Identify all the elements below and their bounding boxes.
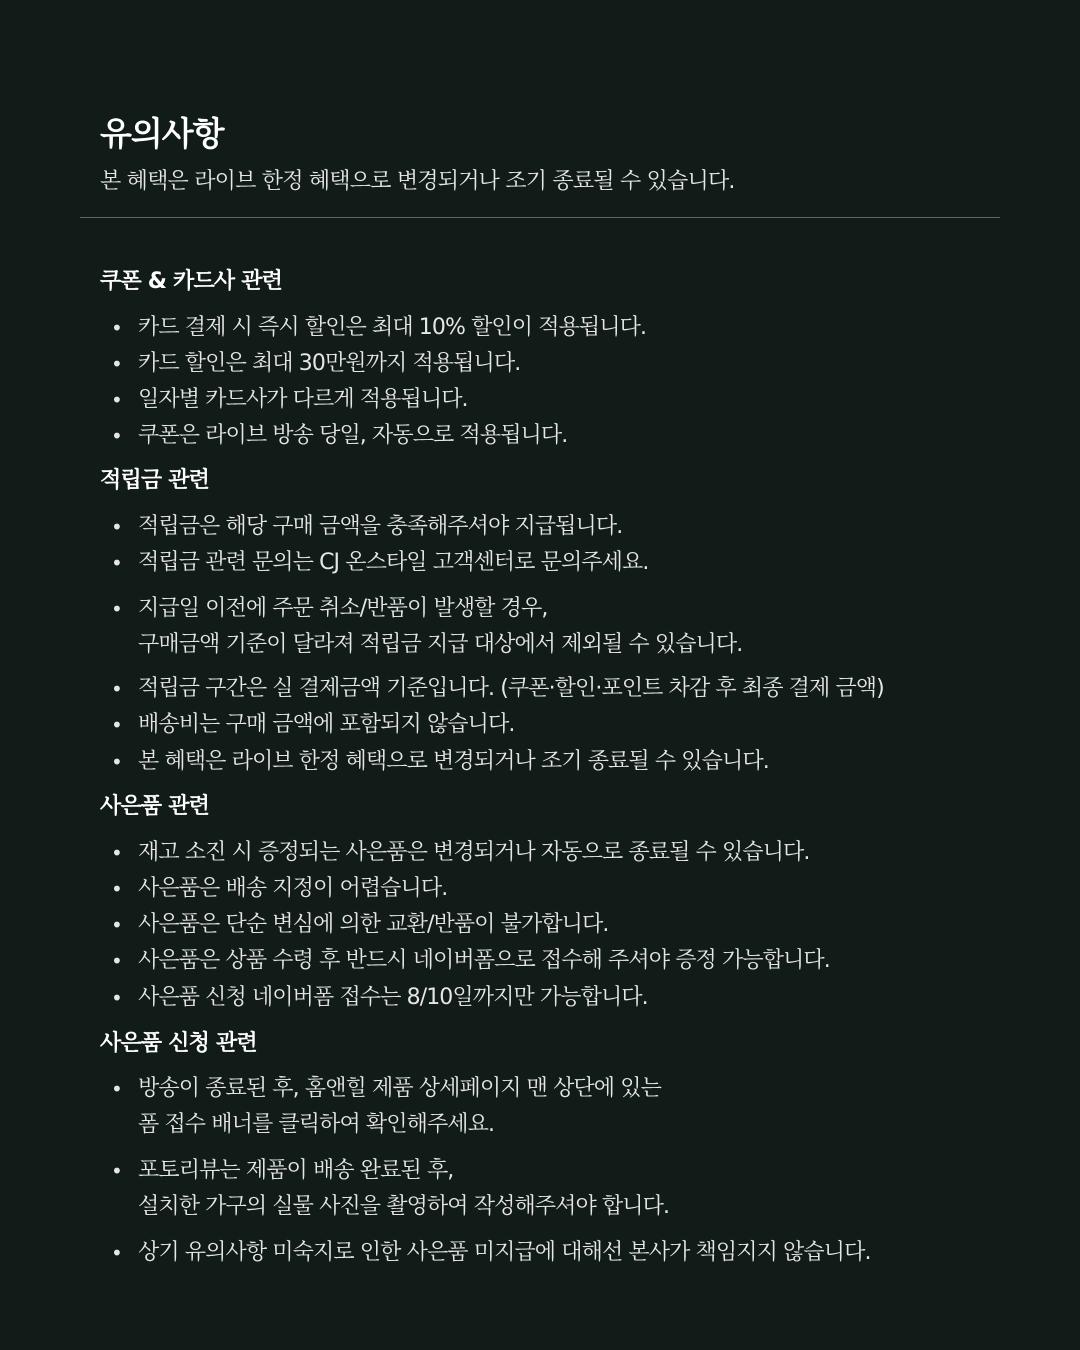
bullet-icon: •: [111, 713, 123, 737]
bullet-icon: •: [111, 913, 123, 937]
bullet-icon: •: [111, 877, 123, 901]
list-item: [138, 418, 998, 454]
list-item: [138, 707, 998, 743]
list-item-text: 사은품은 단순 변심에 의한 교환/반품이 불가합니다.: [138, 912, 609, 937]
section-heading-coupon-card: 쿠폰 & 카드사 관련: [100, 269, 283, 294]
bullet-icon: •: [111, 841, 123, 865]
list-item: [138, 744, 998, 780]
list-item: [138, 346, 998, 382]
bullet-icon: •: [111, 949, 123, 973]
list-item: [138, 871, 998, 907]
list-item-text: 카드 할인은 최대 30만원까지 적용됩니다.: [138, 351, 521, 376]
list-item-text: 지급일 이전에 주문 취소/반품이 발생할 경우,: [138, 596, 548, 621]
bullet-icon: •: [111, 1159, 123, 1183]
bullet-icon: •: [111, 515, 123, 539]
bullet-icon: •: [111, 551, 123, 575]
list-item-text: 설치한 가구의 실물 사진을 촬영하여 작성해주셔야 합니다.: [138, 1194, 670, 1219]
list-item: [138, 591, 998, 663]
list-item-text: 쿠폰은 라이브 방송 당일, 자동으로 적용됩니다.: [138, 423, 568, 448]
bullet-icon: •: [111, 316, 123, 340]
list-item-text: 본 혜택은 라이브 한정 혜택으로 변경되거나 조기 종료될 수 있습니다.: [138, 749, 769, 774]
list-item-text: 사은품은 상품 수령 후 반드시 네이버폼으로 접수해 주셔야 증정 가능합니다.: [138, 948, 830, 973]
list-item-text: 구매금액 기준이 달라져 적립금 지급 대상에서 제외될 수 있습니다.: [138, 632, 743, 657]
list-item-text: 배송비는 구매 금액에 포함되지 않습니다.: [138, 712, 515, 737]
bullet-icon: •: [111, 750, 123, 774]
section-heading-gift: 사은품 관련: [100, 794, 210, 819]
page-subtitle: 본 혜택은 라이브 한정 혜택으로 변경되거나 조기 종료될 수 있습니다.: [100, 169, 735, 194]
list-item-text: 사은품은 배송 지정이 어렵습니다.: [138, 876, 448, 901]
bullet-icon: •: [111, 424, 123, 448]
bullet-icon: •: [111, 677, 123, 701]
bullet-icon: •: [111, 352, 123, 376]
bullet-icon: •: [111, 597, 123, 621]
list-item: [138, 1235, 998, 1271]
list-item-text: 폼 접수 배너를 클릭하여 확인해주세요.: [138, 1112, 495, 1137]
page-title: 유의사항: [100, 114, 224, 153]
list-item-text: 일자별 카드사가 다르게 적용됩니다.: [138, 387, 468, 412]
list-item: [138, 509, 998, 545]
list-item: [138, 835, 998, 871]
list-item-text: 포토리뷰는 제품이 배송 완료된 후,: [138, 1158, 454, 1183]
list-item-text: 방송이 종료된 후, 홈앤힐 제품 상세페이지 맨 상단에 있는: [138, 1076, 661, 1101]
bullet-icon: •: [111, 1241, 123, 1265]
list-item: [138, 1071, 998, 1143]
divider: [80, 217, 1000, 218]
list-item: [138, 980, 998, 1016]
bullet-icon: •: [111, 1077, 123, 1101]
list-item-text: 사은품 신청 네이버폼 접수는 8/10일까지만 가능합니다.: [138, 985, 648, 1010]
bullet-icon: •: [111, 388, 123, 412]
list-item-text: 적립금은 해당 구매 금액을 충족해주셔야 지급됩니다.: [138, 514, 623, 539]
list-item: [138, 1153, 998, 1225]
list-item-text: 적립금 관련 문의는 CJ 온스타일 고객센터로 문의주세요.: [138, 550, 649, 575]
list-item: [138, 907, 998, 943]
list-item-text: 적립금 구간은 실 결제금액 기준입니다. (쿠폰·할인·포인트 차감 후 최종 결제 금액): [138, 676, 884, 701]
list-item-text: 카드 결제 시 즉시 할인은 최대 10% 할인이 적용됩니다.: [138, 315, 647, 340]
list-item: [138, 310, 998, 346]
list-item: [138, 382, 998, 418]
list-item-text: 상기 유의사항 미숙지로 인한 사은품 미지급에 대해선 본사가 책임지지 않습니다.: [138, 1240, 871, 1265]
bullet-icon: •: [111, 986, 123, 1010]
list-item: [138, 671, 998, 707]
list-item: [138, 943, 998, 979]
section-heading-gift-apply: 사은품 신청 관련: [100, 1031, 257, 1056]
list-item: [138, 545, 998, 581]
list-item-text: 재고 소진 시 증정되는 사은품은 변경되거나 자동으로 종료될 수 있습니다.: [138, 840, 810, 865]
section-heading-points: 적립금 관련: [100, 468, 210, 493]
